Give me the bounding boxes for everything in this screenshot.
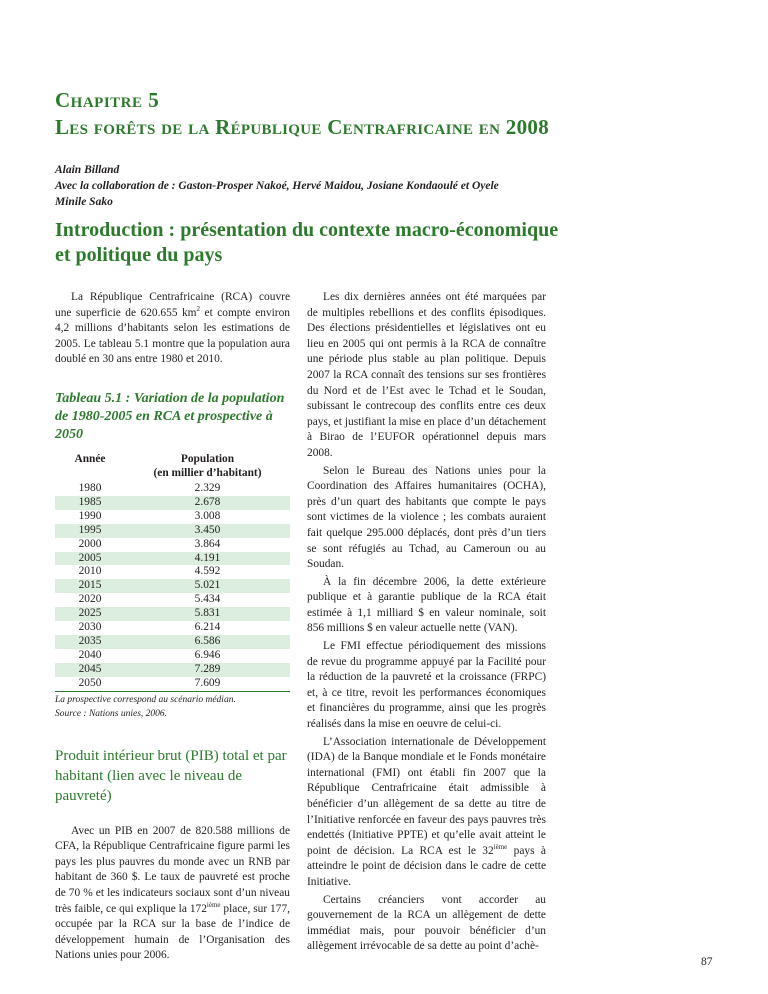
text-span: L’Association internationale de Développement (IDA) de la Banque mondiale et le Fonds monétaire international (FMI) ont établi fin 2007 que la République Centrafricaine était admissible à bénéficier d’un allègement de sa dette au titre de l’Initiative renforcée en faveur des pays pauvres très endettés (Initiative PPTE) et qu’elle avait atteint le point de décision. La RCA est le 32	[307, 735, 546, 857]
page-number: 87	[701, 956, 713, 968]
table-row	[55, 593, 290, 607]
cell-population: 4.592	[194, 565, 221, 578]
cell-year: 2040	[78, 648, 102, 661]
superscript: 2	[196, 304, 201, 313]
cell-population: 7.609	[194, 676, 221, 689]
cell-population: 5.831	[125, 607, 290, 621]
table-row	[55, 482, 290, 496]
header-pop-line2: (en millier d’habitant)	[153, 466, 262, 479]
table-note-source: Source : Nations unies, 2006.	[55, 708, 168, 719]
table-row	[55, 538, 290, 552]
table-row	[55, 510, 290, 524]
paragraph-area	[55, 290, 290, 368]
cell-year: 2000	[78, 537, 102, 550]
table-title: Tableau 5.1 : Variation de la population de 1980-2005 en RCA et prospective à 2050	[55, 390, 285, 442]
cell-year: 2020	[78, 593, 102, 606]
cell-year: 2035	[55, 635, 125, 649]
paragraph-creditors: Certains créanciers vont accorder au gouvernement de la RCA un allègement de dette immédiat mais, pour pouvoir bénéficier d’un allègement irrévocable de sa dette au point d’achè-	[307, 893, 546, 953]
intro-heading: Introduction : présentation du contexte macro-économique et politique du pays	[55, 219, 559, 266]
paragraph-pib	[55, 824, 290, 964]
table-row	[55, 621, 290, 635]
pib-subheading: Produit intérieur brut (PIB) total et par habitant (lien avec le niveau de pauvreté)	[55, 747, 287, 804]
cell-population: 2.329	[194, 481, 221, 494]
superscript: ième	[493, 842, 508, 851]
text-span: pays à atteindre le point de décision dans le cadre de cette Initiative.	[307, 844, 546, 888]
cell-population: 6.214	[194, 621, 221, 634]
cell-population: 5.434	[194, 593, 221, 606]
header-pop-line1: Population	[180, 452, 235, 465]
population-table	[55, 452, 290, 692]
chapter-title: Les forêts de la République Centrafricaine en 2008	[55, 115, 549, 139]
table-row	[55, 552, 290, 566]
text-span: et compte environ 4,2 millions d’habitants selon les estimations de 2005. Le tableau 5.1 montre que la population aura doublé en 30 ans entre 1980 et 2010.	[55, 306, 290, 366]
cell-year: 1995	[55, 524, 125, 538]
paragraph-fmi: Le FMI effectue périodiquement des missions de revue du programme appuyé par la Facilité pour la réduction de la pauvreté et la croissance (FRPC) et, à ce titre, revoit les performances économiques et financières du programme, ainsi que les progrès réalisés dans la mise en oeuvre de celui-ci.	[307, 640, 546, 731]
cell-year: 1980	[78, 481, 102, 494]
cell-population: 3.008	[194, 509, 221, 522]
paragraph-debt: À la fin décembre 2006, la dette extérieure publique et à garantie publique de la RCA était estimée à 1,1 milliard $ en valeur nominale, soit 856 millions $ en valeur actuelle nette (VAN).	[307, 575, 546, 635]
paragraph-conflicts: Les dix dernières années ont été marquées par de multiples rebellions et des conflits épisodiques. Des élections présidentielles et législatives ont eu lieu en 2005 qui ont permis à la RCA de connaître une période plus stable au plan politique. Depuis 2007 la RCA connaît des tensions sur ses frontières du Nord et de l’Est avec le Tchad et le Soudan, subissant le contrecoup des conflits entre ces deux pays, et justifiant la mise en place d’un détachement à Birao de l’EUFOR opérationnel depuis mars 2008.	[307, 291, 546, 459]
cell-population: 2.678	[125, 496, 290, 510]
right-column	[307, 290, 546, 957]
cell-year: 1985	[55, 496, 125, 510]
table-body	[55, 482, 290, 691]
author-name: Alain Billand	[55, 164, 120, 176]
cell-population: 6.586	[125, 635, 290, 649]
table-row	[55, 496, 290, 510]
paragraph-ocha: Selon le Bureau des Nations unies pour la Coordination des Affaires humanitaires (OCHA), près d’un quart des habitants que compte le pays sont victimes de la violence ; les combats auraient fait quelque 295.000 déplacés, dont près d’un tiers se sont réfugiés au Tchad, au Cameroun ou au Soudan.	[307, 464, 546, 571]
cell-population: 5.021	[125, 579, 290, 593]
cell-population: 6.946	[194, 648, 221, 661]
cell-year: 2005	[55, 552, 125, 566]
text-span: Avec un PIB en 2007 de 820.588 millions de CFA, la République Centrafricaine figure parmi les pays les plus pauvres du monde avec un RNB par habitant de 360 $. Le taux de pauvreté est proche de 70 % et les indicateurs sociaux sont d’un niveau très faible, ce qui explique la 172	[55, 824, 290, 915]
paragraph-ida	[307, 735, 546, 891]
cell-population: 3.450	[125, 524, 290, 538]
table-row	[55, 607, 290, 621]
table-note-scenario: La prospective correspond au scénario médian.	[55, 694, 236, 705]
cell-year: 2010	[78, 565, 102, 578]
table-row	[55, 677, 290, 691]
text-span: place, sur 177, occupée par la RCA sur la base de l’indice de développement humain de l’Organisation des Nations unies pour 2006.	[55, 902, 290, 962]
cell-year: 2050	[78, 676, 102, 689]
table-row	[55, 579, 290, 593]
cell-population: 3.864	[194, 537, 221, 550]
table-row	[55, 524, 290, 538]
table-row	[55, 649, 290, 663]
superscript: ième	[206, 900, 221, 909]
table-row	[55, 635, 290, 649]
cell-year: 2025	[55, 607, 125, 621]
header-population	[125, 452, 290, 482]
cell-population: 4.191	[125, 552, 290, 566]
authors-block	[55, 162, 525, 210]
collaborators-line: Avec la collaboration de : Gaston-Prosper Nakoé, Hervé Maidou, Josiane Kondaoulé et Oyele Minile Sako	[55, 180, 499, 208]
table-row	[55, 565, 290, 579]
table-row	[55, 663, 290, 677]
header-year: Année	[74, 452, 106, 465]
cell-population: 7.289	[125, 663, 290, 677]
cell-year: 2045	[55, 663, 125, 677]
cell-year: 1990	[78, 509, 102, 522]
cell-year: 2030	[78, 621, 102, 634]
text-span: La République Centrafricaine (RCA) couvre une superficie de 620.655 km	[55, 291, 290, 319]
chapter-label: Chapitre 5	[55, 88, 160, 112]
cell-year: 2015	[55, 579, 125, 593]
left-column	[55, 290, 290, 966]
